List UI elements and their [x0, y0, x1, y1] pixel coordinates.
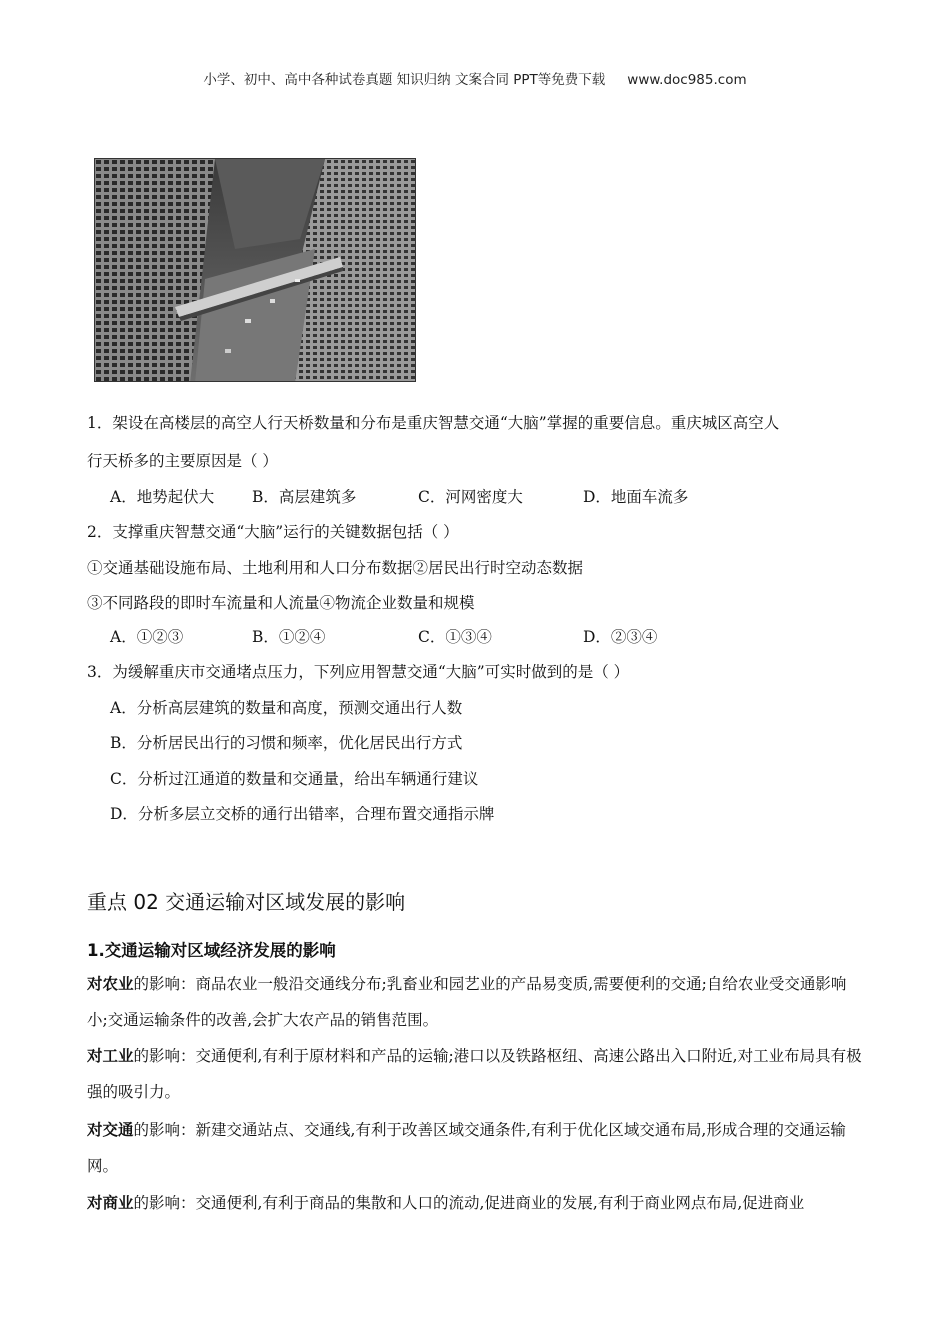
paragraph-text: 商品农业一般沿交通线分布;乳畜业和园艺业的产品易变质,需要便利的交通;自给农业受交通影响小;交通运输条件的改善,会扩大农产品的销售范围。 [87, 975, 847, 1029]
q1-option-a: A．地势起伏大 [110, 488, 215, 506]
q3-option-d: D．分析多层立交桥的通行出错率，合理布置交通指示牌 [110, 805, 495, 823]
paragraph-lead-tail: 的影响： [133, 1047, 196, 1065]
q3-stem: 3．为缓解重庆市交通堵点压力，下列应用智慧交通“大脑”可实时做到的是（ ） [87, 663, 630, 681]
q2-items-line1: ①交通基础设施布局、土地利用和人口分布数据②居民出行时空动态数据 [87, 559, 584, 577]
q1-option-d: D．地面车流多 [583, 488, 689, 506]
q3-option-b: B．分析居民出行的习惯和频率，优化居民出行方式 [110, 734, 463, 752]
q2-option-b: B．①②④ [252, 628, 326, 646]
header-text: 小学、初中、高中各种试卷真题 知识归纳 文案合同 PPT等免费下载 [203, 72, 606, 88]
paragraph-lead-tail: 的影响： [133, 1194, 196, 1212]
header-site: www.doc985.com [627, 72, 747, 88]
paragraph-lead-tail: 的影响： [133, 975, 196, 993]
paragraph-text: 交通便利,有利于商品的集散和人口的流动,促进商业的发展,有利于商业网点布局,促进商业 [195, 1194, 805, 1212]
q2-option-c: C．①③④ [418, 628, 492, 646]
q1-stem-line1: 1．架设在高楼层的高空人行天桥数量和分布是重庆智慧交通“大脑”掌握的重要信息。重庆城区高空人 [87, 414, 780, 432]
paragraph-lead: 对交通 [87, 1121, 134, 1139]
paragraph-lead: 对农业 [87, 975, 134, 993]
section-subtitle: 1.交通运输对区域经济发展的影响 [87, 941, 336, 960]
q2-items-line2: ③不同路段的即时车流量和人流量④物流企业数量和规模 [87, 594, 475, 612]
q2-option-d: D．②③④ [583, 628, 658, 646]
q1-option-b: B．高层建筑多 [252, 488, 357, 506]
q3-option-a: A．分析高层建筑的数量和高度，预测交通出行人数 [110, 699, 463, 717]
page-header [0, 68, 950, 88]
section-title: 重点 02 交通运输对区域发展的影响 [87, 890, 406, 914]
q2-option-a: A．①②③ [110, 628, 184, 646]
paragraph-transport [87, 1112, 867, 1184]
paragraph-commerce [87, 1185, 867, 1221]
paragraph-text: 交通便利,有利于原材料和产品的运输;港口以及铁路枢纽、高速公路出入口附近,对工业布局具有极强的吸引力。 [87, 1047, 862, 1101]
q2-stem: 2．支撑重庆智慧交通“大脑”运行的关键数据包括（ ） [87, 523, 459, 541]
paragraph-lead: 对商业 [87, 1194, 134, 1212]
paragraph-lead: 对工业 [87, 1047, 134, 1065]
paragraph-agriculture [87, 966, 867, 1038]
paragraph-lead-tail: 的影响： [133, 1121, 196, 1139]
q3-option-c: C．分析过江通道的数量和交通量，给出车辆通行建议 [110, 770, 479, 788]
skybridge-photo [94, 158, 416, 382]
paragraph-text: 新建交通站点、交通线,有利于改善区域交通条件,有利于优化区域交通布局,形成合理的交通运输网。 [87, 1121, 846, 1175]
q1-option-c: C．河网密度大 [418, 488, 523, 506]
paragraph-industry [87, 1038, 867, 1110]
q1-stem-line2: 行天桥多的主要原因是（ ） [87, 452, 278, 470]
